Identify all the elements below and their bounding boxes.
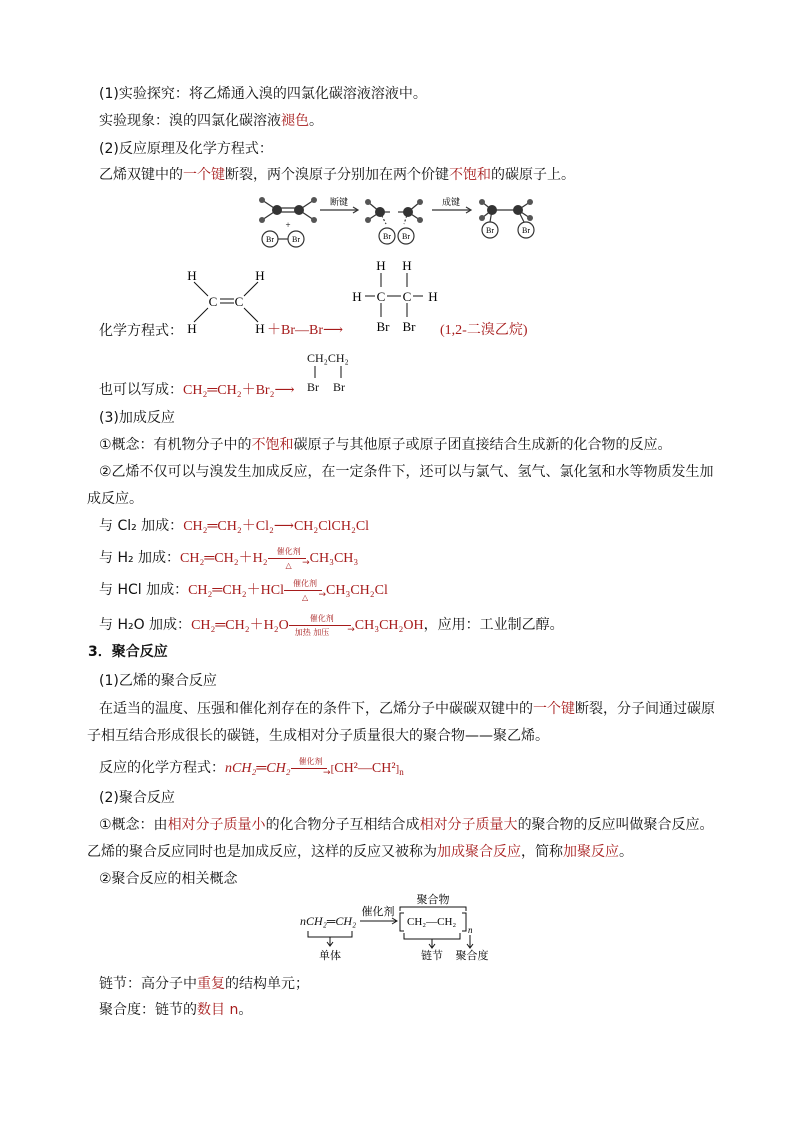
chain-link-def: 链节：高分子中重复的结构单元； (99, 976, 309, 992)
h2-condition: 催化剂 → △ (268, 549, 310, 567)
pd-monomer-formula: nCH₂═CH₂ (300, 914, 357, 928)
h2o-addition: 与 H₂O 加成：CH₂═CH₂＋H₂O 催化剂 → 加热 加压 CH₃CH₂OH，应用：工业制乙醇。 (99, 614, 564, 637)
polymer-heading: (2)聚合反应 (99, 790, 175, 806)
struct-h: H (255, 268, 265, 283)
alt-product-structure (303, 348, 373, 396)
poly-heading: (1)乙烯的聚合反应 (99, 673, 217, 689)
hcl-addition: 与 HCl 加成：CH₂═CH₂＋HCl 催化剂 → △ CH₃CH₂Cl (99, 579, 388, 602)
alt-ch2ch2: CH₂CH₂ (307, 351, 349, 365)
pd-link-label: 链节 (421, 950, 443, 962)
eq-plus-br: ＋Br—Br⟶ (267, 323, 344, 338)
struct-c: C (402, 289, 412, 304)
mech-br-1: Br (266, 235, 274, 244)
poly-condition: 催化剂 → (291, 759, 331, 777)
mech-plus: + (285, 220, 291, 230)
section-3-heading: 3．聚合反应 (88, 644, 168, 660)
cl2-addition: 与 Cl₂ 加成：CH₂═CH₂＋Cl₂⟶CH₂ClCH₂Cl (99, 518, 370, 534)
degree-def: 聚合度：链节的数目 n。 (99, 1002, 253, 1018)
hcl-condition: 催化剂 → △ (284, 581, 326, 599)
struct-c: C (234, 294, 244, 309)
struct-h: H (187, 321, 197, 336)
struct-c: C (376, 289, 386, 304)
alt-br: Br (333, 380, 345, 394)
polymer-definition: 乙烯的聚合反应同时也是加成反应，这样的反应又被称为加成聚合反应，简称加聚反应。 (87, 844, 633, 860)
alt-br: Br (307, 380, 319, 394)
struct-h: H (402, 258, 412, 273)
mech-br-2: Br (292, 235, 300, 244)
pd-catalyst: 催化剂 (361, 906, 395, 918)
alt-eq-line: 也可以写成：CH₂═CH₂＋Br₂⟶ (99, 382, 295, 398)
eq-label: 化学方程式： (99, 323, 183, 339)
ethylene-addition-b: 成反应。 (87, 491, 143, 507)
struct-br: Br (376, 319, 390, 334)
mech-br-5: Br (486, 226, 494, 235)
h2-addition: 与 H₂ 加成：CH₂═CH₂＋H₂ 催化剂 → △ CH₃CH₃ (99, 547, 359, 570)
bond-mechanism-diagram (250, 190, 550, 252)
h2o-condition: 催化剂 → 加热 加压 (289, 616, 355, 634)
principle-heading: (2)反应原理及化学方程式： (99, 141, 273, 157)
pd-polymer-label: 聚合物 (416, 894, 450, 906)
struct-c: C (208, 294, 218, 309)
struct-h: H (428, 289, 438, 304)
mech-br-6: Br (522, 226, 530, 235)
mech-form-label: 成键 (441, 197, 461, 207)
poly-equation: 反应的化学方程式：nCH₂═CH₂ 催化剂 → $[CH^2—CH^2]_n$ (99, 757, 404, 778)
poly-para-a: 在适当的温度、压强和催化剂存在的条件下，乙烯分子中碳碳双键中的一个键断裂，分子间通过碳原 (99, 701, 715, 717)
exp-phenomenon-line: 实验现象：溴的四氯化碳溶液褪色。 (99, 113, 323, 129)
ethylene-addition-a: ②乙烯不仅可以与溴发生加成反应，在一定条件下，还可以与氯气、氢气、氯化氢和水等物质发生加 (99, 464, 714, 480)
mech-br-3: Br (383, 232, 391, 241)
pd-n: n (468, 925, 473, 935)
pd-degree-label: 聚合度 (455, 950, 489, 962)
struct-h: H (352, 289, 362, 304)
polymer-concept-diagram (300, 893, 500, 965)
struct-h: H (255, 321, 265, 336)
struct-h: H (187, 268, 197, 283)
mech-break-label: 断键 (329, 197, 349, 207)
exp-inquiry-line: (1)实验探究：将乙烯通入溴的四氯化碳溶液溶液中。 (99, 86, 427, 102)
struct-br: Br (402, 319, 416, 334)
related-concepts-heading: ②聚合反应的相关概念 (99, 871, 238, 887)
addition-heading: (3)加成反应 (99, 410, 175, 426)
polymer-concept: ①概念：由相对分子质量小的化合物分子互相结合成相对分子质量大的聚合物的反应叫做聚合反应。 (99, 817, 714, 833)
eq-product-name: (1,2-二溴乙烷) (440, 323, 528, 338)
dibromoethane-structure (345, 255, 445, 335)
pd-monomer-label: 单体 (319, 950, 341, 962)
addition-concept: ①概念：有机物分子中的不饱和碳原子与其他原子或原子团直接结合生成新的化合物的反应。 (99, 437, 672, 453)
pd-unit-formula: CH₂—CH₂ (407, 916, 457, 928)
mech-br-4: Br (402, 232, 410, 241)
struct-h: H (376, 258, 386, 273)
bond-break-line: 乙烯双键中的一个键断裂，两个溴原子分别加在两个价键不饱和的碳原子上。 (99, 167, 575, 183)
poly-para-b: 子相互结合形成很长的碳链，生成相对分子质量很大的聚合物——聚乙烯。 (87, 728, 549, 744)
